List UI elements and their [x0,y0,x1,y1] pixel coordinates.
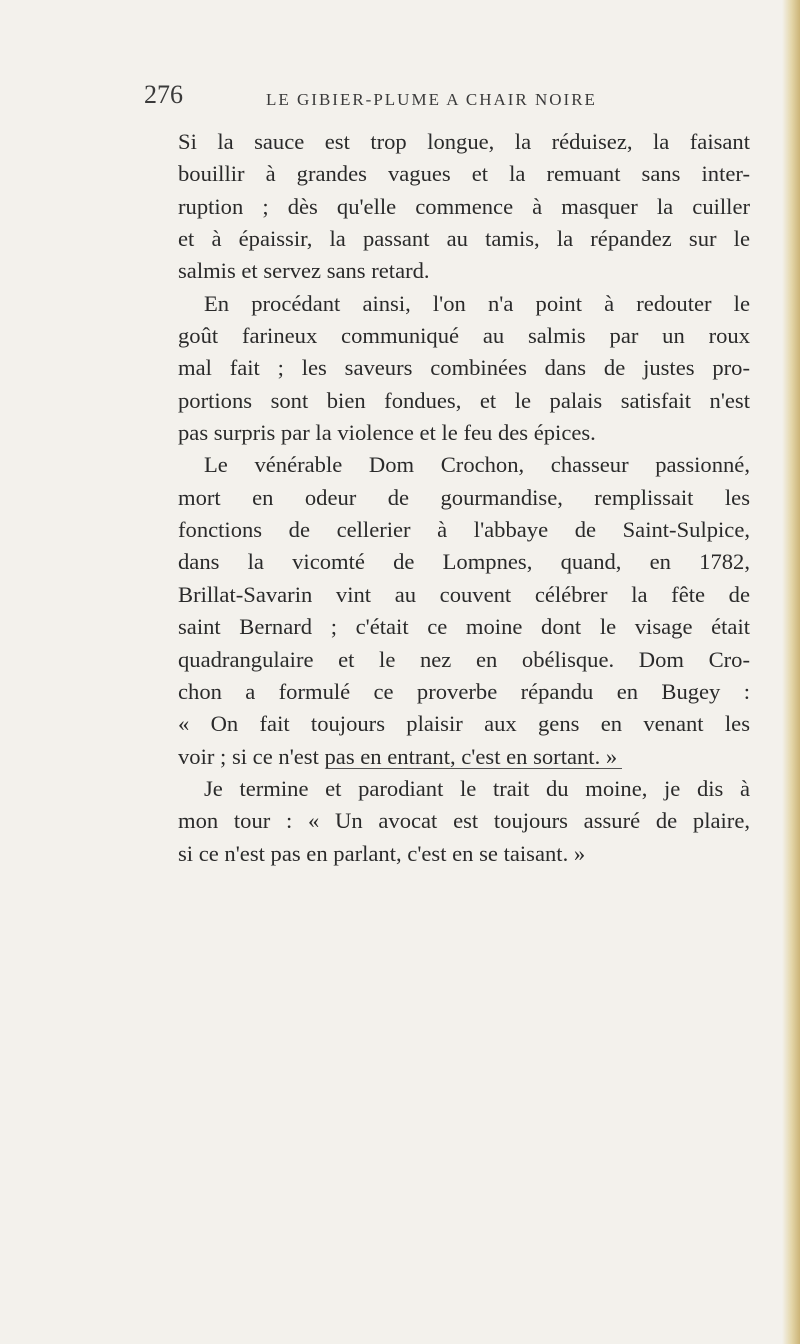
text-line: Le vénérable Dom Crochon, chasseur passionné, [204,452,750,478]
section-end-rule [326,768,622,769]
text-line: « On fait toujours plaisir aux gens en venant les [178,711,750,737]
text-line: fonctions de cellerier à l'abbaye de Saint-Sulpice, [178,517,750,543]
text-line: mort en odeur de gourmandise, remplissait les [178,484,750,510]
text-line: saint Bernard ; c'était ce moine dont le visage était [178,614,750,640]
page-header [144,80,754,110]
text-line: Je termine et parodiant le trait du moine, je dis à [204,775,750,801]
text-line: bouillir à grandes vagues et la remuant sans inter- [178,161,750,187]
body-text [178,126,750,870]
page-edge-shading [782,0,800,1344]
text-line: et à épaissir, la passant au tamis, la répandez sur le [178,226,750,252]
text-line: quadrangulaire et le nez en obélisque. Dom Cro- [178,646,750,672]
text-line: portions sont bien fondues, et le palais satisfait n'est [178,387,750,413]
text-line: goût farineux communiqué au salmis par un roux [178,323,750,349]
text-line: dans la vicomté de Lompnes, quand, en 1782, [178,549,750,575]
text-line: pas surpris par la violence et le feu des épices. [178,420,596,446]
text-line: chon a formulé ce proverbe répandu en Bugey : [178,678,750,704]
text-line: En procédant ainsi, l'on n'a point à redouter le [204,290,750,316]
running-head: LE GIBIER-PLUME A CHAIR NOIRE [266,90,597,109]
text-line: mon tour : « Un avocat est toujours assuré de plaire, [178,808,750,834]
text-line: mal fait ; les saveurs combinées dans de justes pro- [178,355,750,381]
text-line: voir ; si ce n'est pas en entrant, c'est en sortant. » [178,743,618,769]
text-line: Si la sauce est trop longue, la réduisez, la faisant [178,129,750,154]
text-line: Brillat-Savarin vint au couvent célébrer la fête de [178,581,750,607]
text-line: ruption ; dès qu'elle commence à masquer la cuiller [178,193,750,219]
text-line: salmis et servez sans retard. [178,258,430,284]
text-line: si ce n'est pas en parlant, c'est en se taisant. » [178,840,586,866]
page-number: 276 [144,80,183,109]
